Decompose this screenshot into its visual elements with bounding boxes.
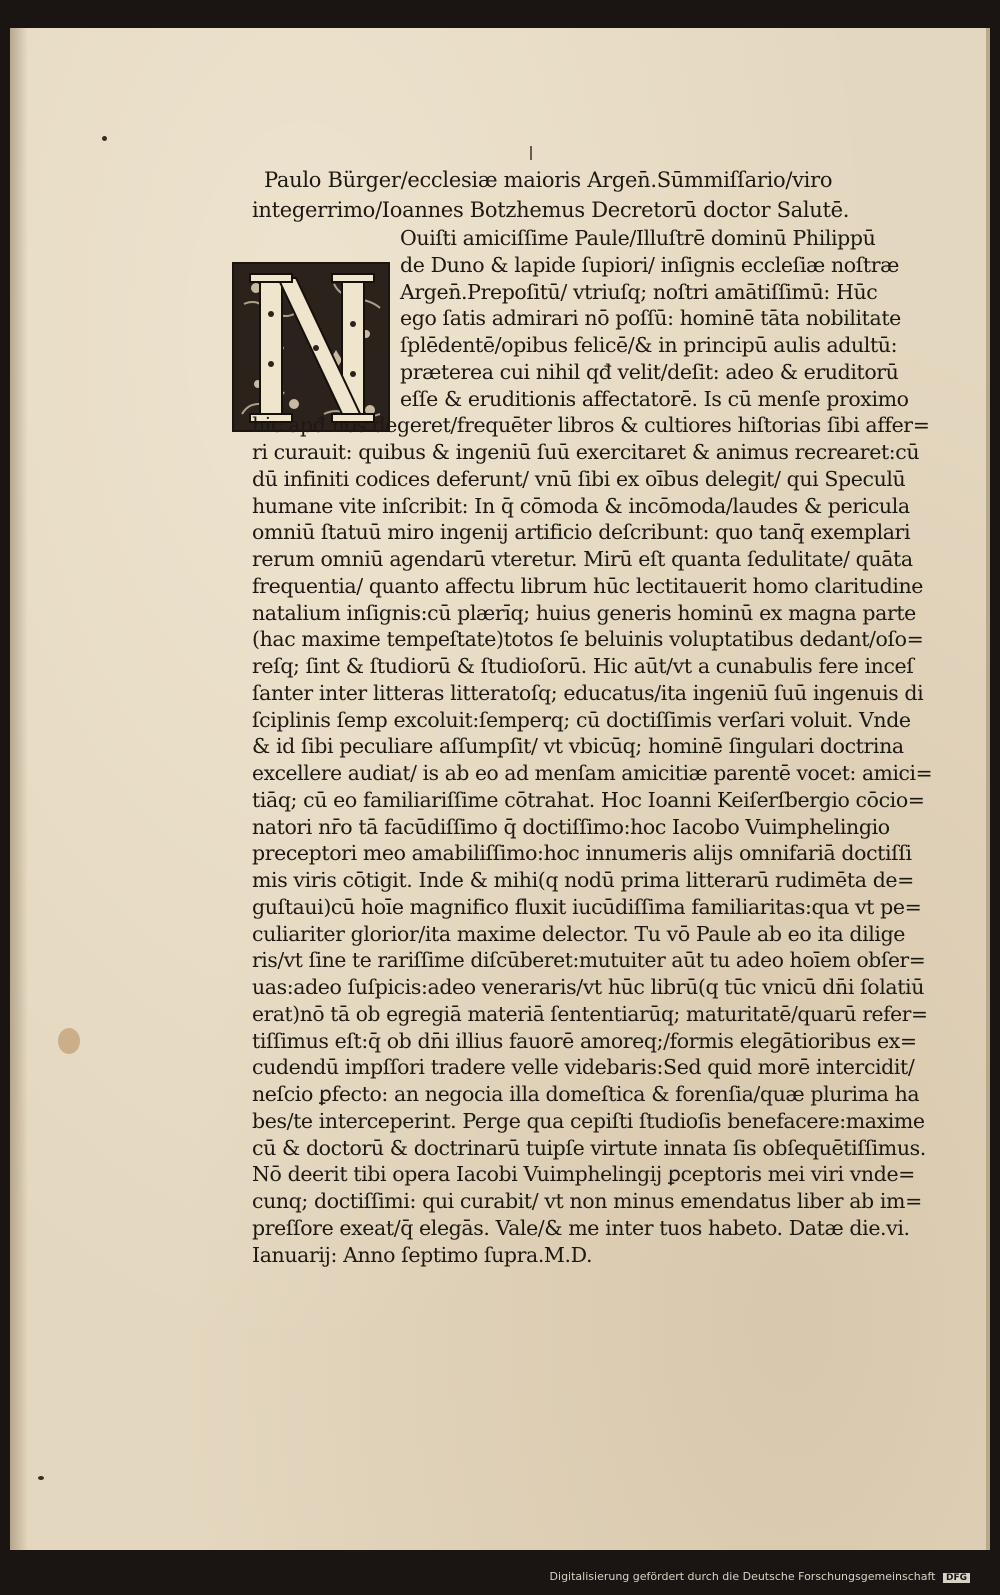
ink-speck [38,1476,44,1480]
ink-speck [102,136,107,141]
body-line: humane vite inſcribit: In q̄ cōmoda & incōmoda/laudes & pericula [252,493,910,518]
body-line: neſcio ꝑfecto: an negocia illa domeſtica & forenſia/quæ plurima ha [252,1082,920,1106]
body-line: tiſſimus eſt:q̄ ob dn̄i illius fauorē amoreq;/formis elegātioribus ex= [252,1028,917,1053]
body-line: dū infiniti codices deferunt/ vnū ſibi ex oībus delegit/ qui Speculū [252,466,906,491]
body-line: eſſe & eruditionis affectatorē. Is cū menſe proximo [400,386,909,411]
body-line: uas:adeo ſuſpicis:adeo veneraris/vt hūc librū(q tūc vnicū dn̄i ſolatiū [252,975,924,999]
body-line: frequentia/ quanto affectu librum hūc lectitauerit homo claritudine [252,573,924,598]
body-line: cudendū impſſori tradere velle videbaris:Sed quid morē intercidit/ [252,1055,915,1080]
body-line: & id ſibi peculiare aſſumpſit/ vt vbicūq; hominē ſingulari doctrina [252,734,904,759]
body-line: erat)nō tā ob egregiā materiā ſententiarūq; maturitatē/quarū refer= [252,1001,928,1026]
body-line: bes/te interceperint. Perge qua cepiſti ſtudioſis benefacere:maxime [252,1108,925,1133]
body-line: (hac maxime tempeſtate)totos ſe beluinis voluptatibus dedant/oſo= [252,627,924,652]
heading-line: Paulo Bürger/ecclesiæ maioris Argen̄.Sūmmiſſario/viro [264,168,833,192]
body-line: preceptori meo amabiliſſimo:hoc innumeris alijs omnifariā doctiſſi [252,841,912,866]
body-line: tiāq; cū eo familiariſſime cōtrahat. Hoc Ioanni Keiſerſbergio cōcio= [252,787,925,812]
digitization-credit [550,1570,970,1583]
body-line: excellere audiat/ is ab eo ad menſam amicitiæ parentē vocet: amici= [252,761,933,785]
body-line: ego ſatis admirari nō poſſū: hominē tāta nobilitate [400,306,901,331]
dfg-logo-icon: DFG [943,1573,970,1583]
gutter-mark [530,146,532,160]
body-line: rerum omniū agendarū vteretur. Mirū eſt quanta ſedulitate/ quāta [252,547,913,571]
body-line: natalium inſignis:cū plærīq; huius generis hominū ex magna parte [252,600,916,625]
body-line: Ianuarij: Anno ſeptimo ſupra.M.D. [252,1242,593,1267]
paper-stain [58,1028,80,1054]
body-line: reſq; ſint & ſtudiorū & ſtudioſorū. Hic aūt/vt a cunabulis fere inceſ [252,654,914,678]
body-line: guſtaui)cū hoīe magnifico fluxit iucūdiſſima familiaritas:qua vt pe= [252,894,922,919]
body-line: preſſore exeat/q̄ elegās. Vale/& me inter tuos habeto. Datæ die.vi. [252,1215,910,1240]
body-line: Argen̄.Prepoſitū/ vtriuſq; noſtri amātiſſimū: Hūc [400,279,878,304]
heading-line: integerrimo/Ioannes Botzhemus Decretorū doctor Salutē. [252,198,850,222]
body-line: mis viris cōtigit. Inde & mihi(q nodū prima litterarū rudimēta de= [252,868,914,892]
body-line: ſanter inter litteras litteratoſq; educatus/ita ingeniū ſuū ingenuis di [252,680,924,705]
body-line: culiariter glorior/ita maxime delector. Tu vō Paule ab eo ita dilige [252,921,906,946]
page-gutter-shadow [10,28,28,1550]
body-line: ris/vt ſine te rariſſime diſcūberet:mutuiter aūt tu adeo hoīem obſer= [252,948,926,973]
body-line: præterea cui nihil qđ velit/deſit: adeo & eruditorū [400,359,899,384]
body-line: de Duno & lapide ſupiori/ inſignis eccleſiæ noſtræ [400,252,900,277]
body-line: Nō deerit tibi opera Iacobi Vuimphelingij ꝑceptoris mei viri vnde= [252,1162,915,1187]
body-line: ri curauit: quibus & ingeniū ſuū exercitaret & animus recrearet:cū [252,440,920,464]
body-line: omniū ſtatuū miro ingenij artificio deſcribunt: quo tanq̄ exemplari [252,520,911,545]
letter-text [252,165,932,1268]
body-line: cunq; doctiſſimi: qui curabit/ vt non minus emendatus liber ab im= [252,1189,922,1213]
body-line: hic apđ nos degeret/frequēter libros & cultiores hiſtorias ſibi affer= [252,413,930,438]
footer-text: Digitalisierung gefördert durch die Deutsche Forschungsgemeinschaft [549,1570,936,1583]
body-line: ſciplinis ſemp excoluit:ſemperq; cū doctiſſimis verſari voluit. Vnde [252,707,911,732]
body-line: Ouiſti amiciſſime Paule/Illuſtrē dominū Philippū [400,226,876,250]
body-line: cū & doctorū & doctrinarū tuipſe virtute innata ſis obſequētiſſimus. [252,1135,926,1160]
body-line: natori nr̄o tā facūdiſſimo q̄ doctiſſimo:hoc Iacobo Vuimphelingio [252,814,890,839]
body-line: ſplēdentē/opibus felicē/& in principū aulis adultū: [400,333,898,357]
